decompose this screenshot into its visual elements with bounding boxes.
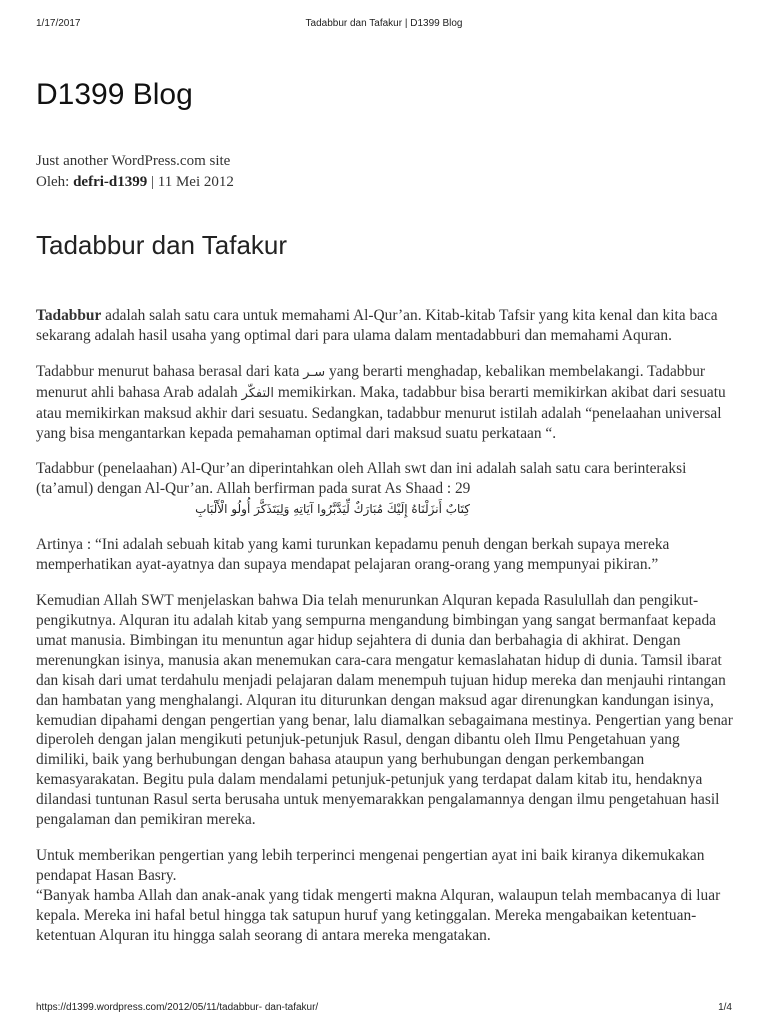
definition-text-a: Tadabbur menurut bahasa berasal dari kata <box>36 362 304 380</box>
paragraph-hasan-basry: Untuk memberikan pengertian yang lebih terperinci mengenai pengertian ayat ini baik kiranya dikemukakan pendapat Hasan Basry. <box>36 846 705 884</box>
paragraph-definition <box>36 362 734 444</box>
byline-separator: | <box>151 174 155 190</box>
post-date[interactable]: 11 Mei 2012 <box>157 174 234 190</box>
site-tagline: Just another WordPress.com site <box>36 153 231 169</box>
verse-translation: Artinya : “Ini adalah sebuah kitab yang kami turunkan kepadamu penuh dengan berkah supaya mereka memperhatikan ayat-ayatnya dan supaya mendapat pelajaran orang-orang yang mempunyai pikiran.” <box>36 536 670 574</box>
post-byline <box>36 174 234 191</box>
arabic-word-1: سـر <box>303 364 326 380</box>
paragraph-quote: “Banyak hamba Allah dan anak-anak yang tidak mengerti makna Alquran, walaupun telah membacanya di luar kepala. Mereka ini hafal betul hingga tak satupun huruf yang ketinggalan. Mereka mengabaikan ketentuan-ketentuan Alquran itu hingga salah seorang di antara mereka mengatakan. <box>36 886 721 944</box>
paragraph-intro-text: adalah salah satu cara untuk memahami Al-Qur’an. Kitab-kitab Tafsir yang kita kenal dan kita baca sekarang adalah hasil usaha yang optimal dari para ulama dalam mentadabburi dan memahami Aquran. <box>36 307 718 344</box>
print-footer <box>36 1002 732 1016</box>
definition-text-c: memikirkan. Maka, tadabbur bisa berarti memikirkan akibat dari sesuatu atau memikirkan maksud akhir dari sesuatu. Sedangkan, tadabbur menurut istilah adalah “penelaahan universal yang bisa mengantarkan kepada pemahaman optimal dari maksud suatu perkataan “. <box>36 383 726 442</box>
definition-text-b: yang berarti menghadap, kebalikan membelakangi. Tadabbur menurut ahli bahasa Arab adalah <box>36 362 706 401</box>
print-header <box>36 18 732 32</box>
print-date: 1/17/2017 <box>36 18 81 29</box>
paragraph-intro <box>36 306 734 346</box>
post-title: Tadabbur dan Tafakur <box>36 230 288 260</box>
paragraph-explanation: Kemudian Allah SWT menjelaskan bahwa Dia telah menurunkan Alquran kepada Rasulullah dan pengikut-pengikutnya. Alquran itu adalah kitab yang sempurna mengandung bimbingan yang sangat bermanfaat kepada umat manusia. Bimbingan itu menuntun agar hidup sejahtera di dunia dan berbahagia di akhirat. Dengan merenungkan isinya, manusia akan menemukan cara-cara mengatur kemaslahatan hidup di dunia. Tamsil ibarat dan kisah dari umat terdahulu menjadi pelajaran dalam menempuh tujuan hidup mereka dan menjauhi rintangan dan hambatan yang menghalangi. Alquran itu diturunkan dengan maksud agar direnungkan kandungan isinya, kemudian dipahami dengan pengertian yang benar, lalu diamalkan sebagaimana mestinya. Pengertian yang benar diperoleh dengan jalan mengikuti petunjuk-petunjuk Rasul, dengan dibantu oleh Ilmu Pengetahuan yang dimiliki, baik yang berhubungan dengan bahasa ataupun yang berhubungan dengan perkembangan kemasyarakatan. Begitu pula dalam mendalami petunjuk-petunjuk yang terdapat dalam kitab itu, hendaknya dilandasi tuntunan Rasul serta berusaha untuk menyemarakkan pengalamannya dengan ilmu pengetahuan hasil pengalaman dan pemikiran mereka. <box>36 592 733 829</box>
arabic-word-2: التفكّر <box>241 385 274 401</box>
print-page-number: 1/4 <box>718 1002 732 1013</box>
paragraph-command: Tadabbur (penelaahan) Al-Qur’an diperintahkan oleh Allah swt dan ini adalah salah satu cara berinteraksi (ta’amul) dengan Al-Qur’an. Allah berfirman pada surat As Shaad : 29 <box>36 460 687 498</box>
print-page-title: Tadabbur dan Tafakur | D1399 Blog <box>305 18 463 29</box>
print-url: https://d1399.wordpress.com/2012/05/11/tadabbur- dan-tafakur/ <box>36 1002 319 1013</box>
post-content <box>36 306 734 945</box>
author-link[interactable]: defri-d1399 <box>73 174 148 190</box>
byline-prefix: Oleh: <box>36 174 70 190</box>
term-tadabbur: Tadabbur <box>36 307 102 324</box>
site-title[interactable]: D1399 Blog <box>36 78 193 111</box>
quran-verse-arabic: كِتَابٌ أَنزَلْنَاهُ إِلَيْكَ مُبَارَكٌ لِّيَدَّبَّرُوا آيَاتِهِ وَلِيَتَذَكَّرَ أُولُو الْأَلْبَابِ <box>195 502 470 517</box>
